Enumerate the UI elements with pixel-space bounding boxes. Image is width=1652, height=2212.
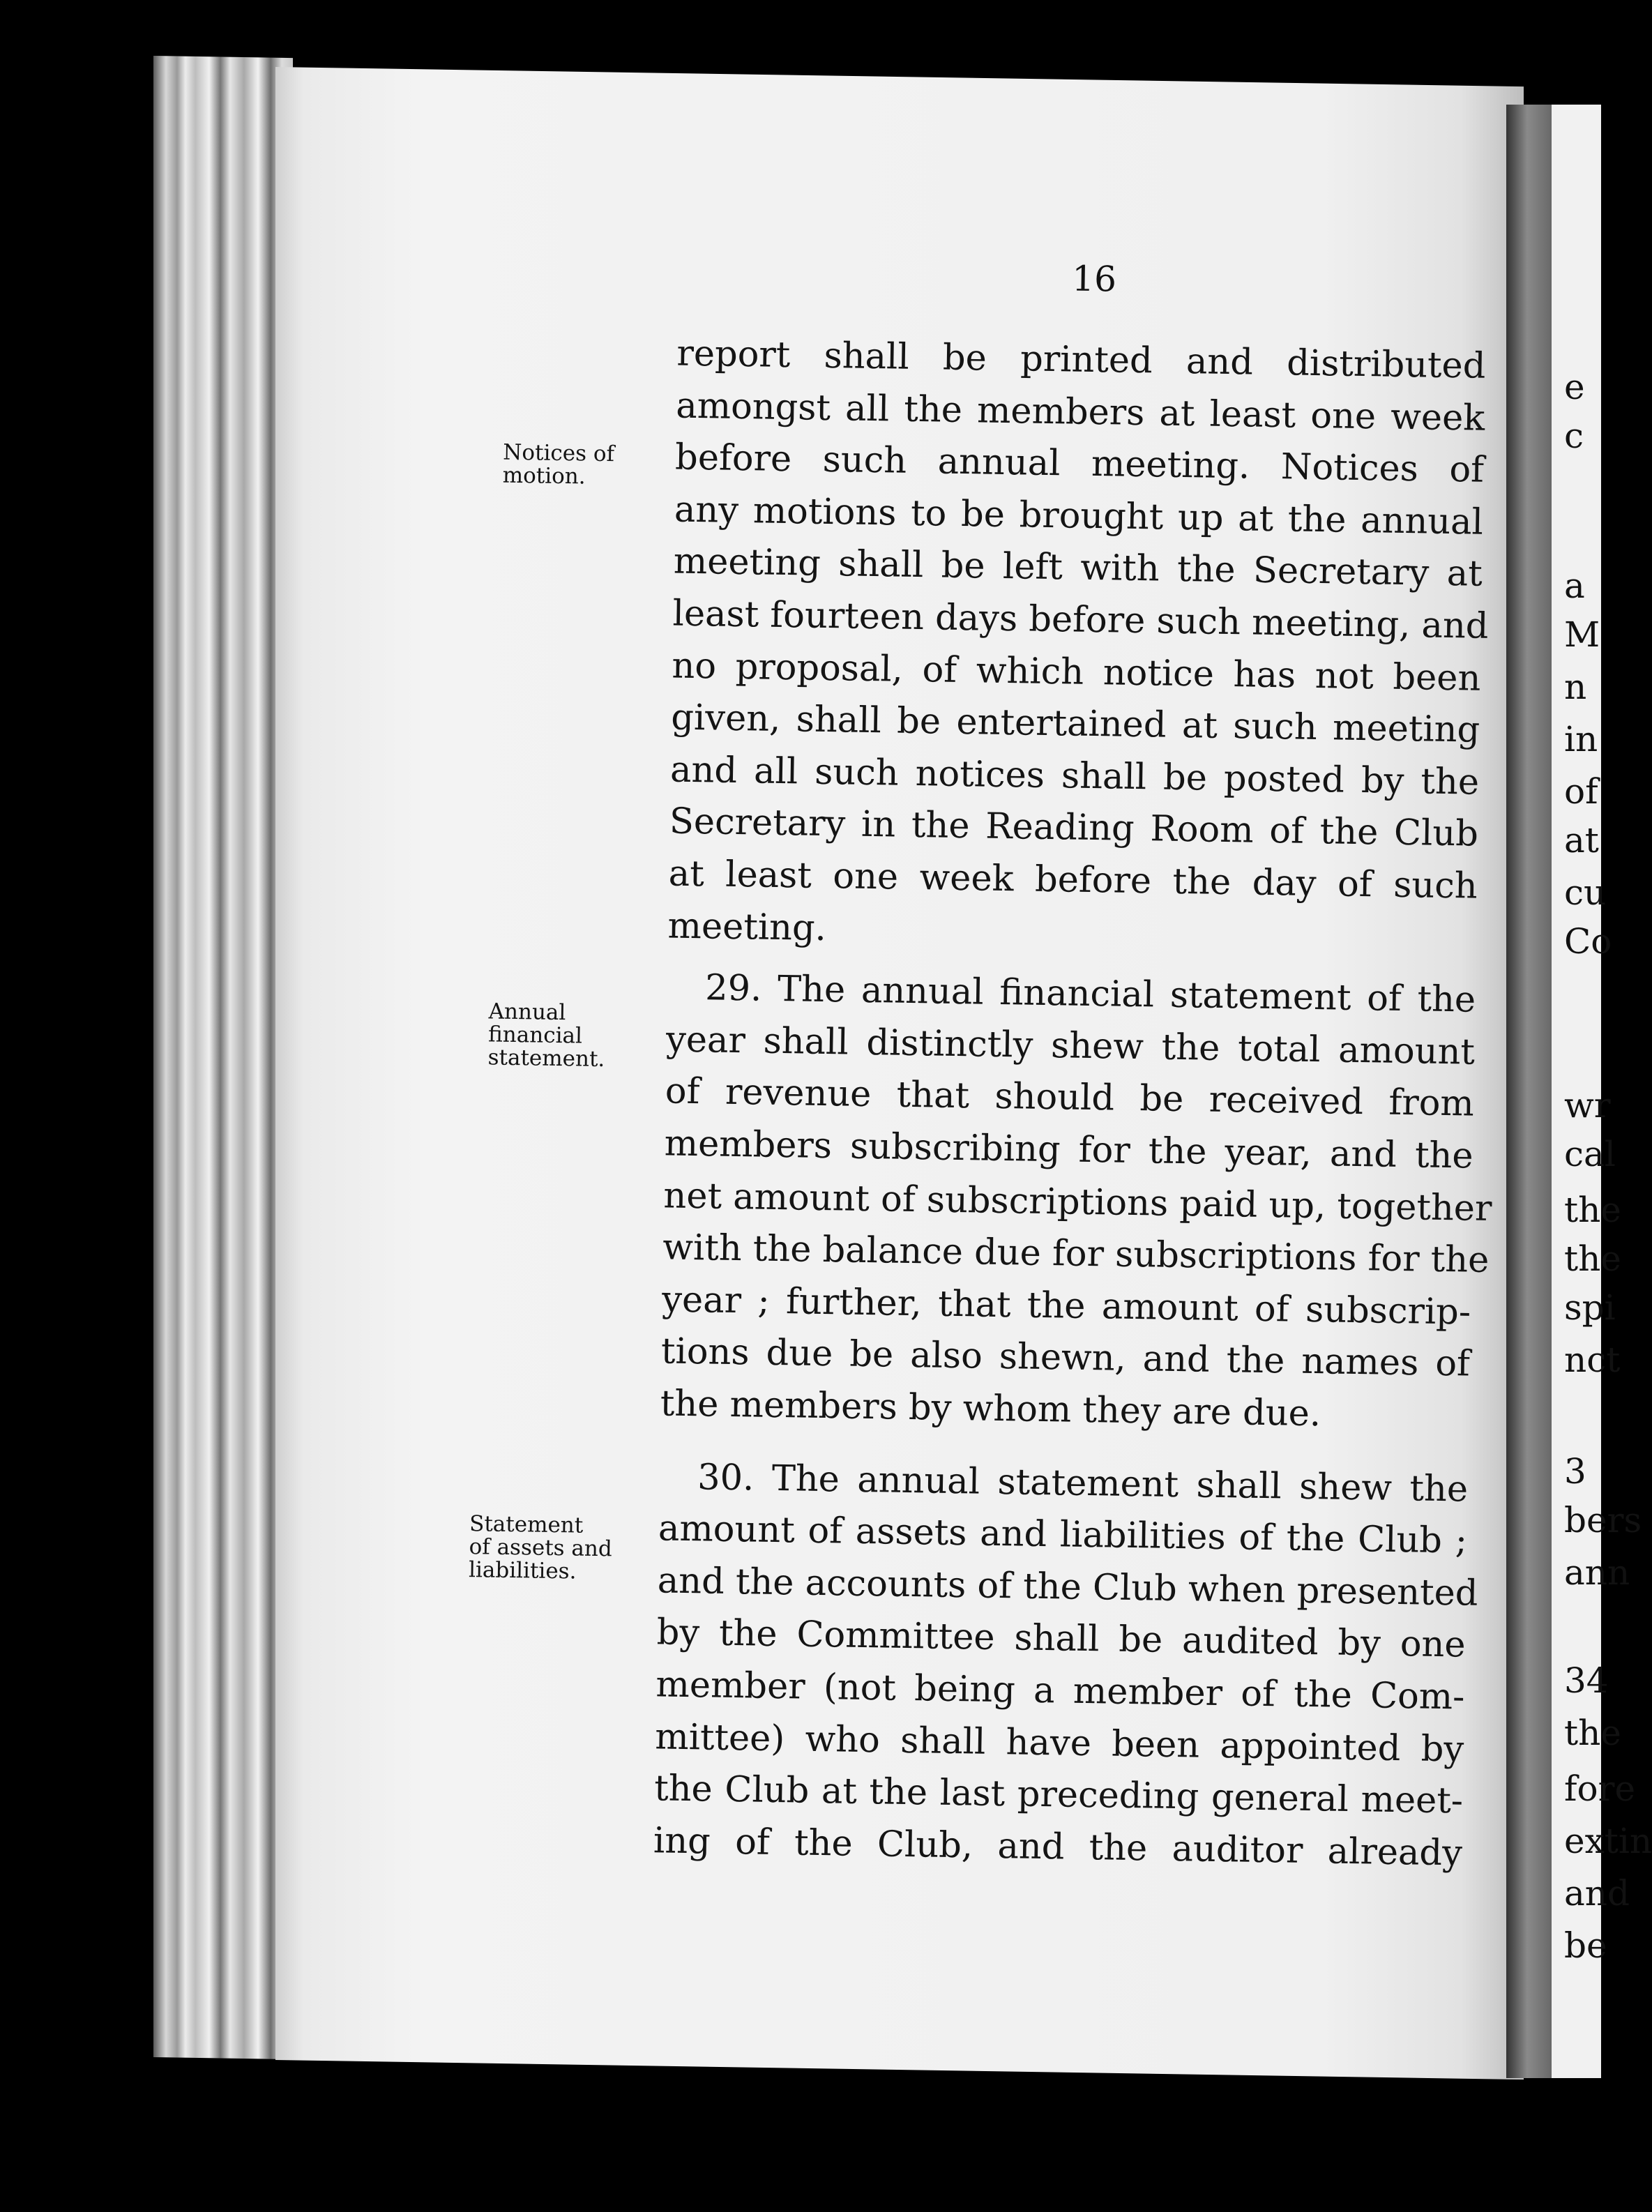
margin-note-line: liabilities.	[468, 1557, 577, 1584]
body-line: report shall be printed and distributed	[676, 333, 1486, 387]
body-line: member (not being a member of the Com-	[656, 1664, 1465, 1718]
facing-page-fragment: the	[1564, 1238, 1621, 1279]
facing-page-fragment: extin	[1564, 1821, 1652, 1861]
body-line: ing of the Club, and the auditor already	[653, 1820, 1463, 1874]
facing-page-fragment: the	[1564, 1713, 1621, 1753]
facing-page-fragment: cal	[1564, 1134, 1616, 1174]
facing-page-fragment: of	[1564, 771, 1598, 812]
margin-note-line: financial	[487, 1022, 583, 1049]
body-line: any motions to be brought up at the annual	[674, 489, 1484, 543]
margin-note-line: Statement	[469, 1511, 584, 1538]
body-line: of revenue that should be received from	[665, 1070, 1475, 1126]
margin-note-line: motion.	[502, 462, 586, 490]
body-line: the members by whom they are due.	[660, 1383, 1321, 1435]
body-line: with the balance due for subscriptions for the	[662, 1227, 1490, 1282]
body-line: the Club at the last preceding general meet-	[653, 1768, 1464, 1822]
body-line: meeting shall be left with the Secretary at	[673, 540, 1483, 596]
body-line: year shall distinctly shew the total amount	[665, 1019, 1476, 1073]
body-line: 29. The annual financial statement of the	[704, 967, 1476, 1021]
margin-note-line: Annual	[488, 999, 566, 1026]
body-line: and all such notices shall be posted by the	[669, 749, 1480, 803]
facing-page-fragment: and	[1564, 1873, 1630, 1914]
body-line: meeting.	[667, 905, 827, 949]
facing-page-fragment: at	[1564, 820, 1599, 861]
body-line: net amount of subscriptions paid up, together	[663, 1175, 1492, 1229]
facing-page-fragment: nct	[1564, 1340, 1621, 1380]
body-line: 30. The annual statement shall shew the	[697, 1456, 1469, 1510]
facing-page-fragment: n	[1564, 667, 1587, 707]
body-line: amount of assets and liabilities of the Club ;	[658, 1508, 1468, 1562]
facing-page-fragment: ann	[1564, 1552, 1630, 1593]
body-line: and the accounts of the Club when presented	[657, 1560, 1478, 1614]
body-line: members subscribing for the year, and the	[664, 1123, 1474, 1177]
body-line: Secretary in the Reading Room of the Club	[669, 801, 1479, 856]
facing-page-fragment: c	[1564, 416, 1584, 456]
facing-page-fragment: cu	[1564, 872, 1607, 913]
facing-page-fragment: bers	[1564, 1500, 1642, 1540]
facing-page-fragment: a	[1564, 566, 1585, 606]
margin-note-financial	[487, 1000, 605, 1071]
body-line: before such annual meeting. Notices of	[674, 437, 1485, 491]
body-line: at least one week before the day of such	[668, 853, 1478, 907]
body-line: no proposal, of which notice has not been	[672, 645, 1481, 699]
facing-page-fragment: M	[1564, 614, 1600, 655]
body-line: mittee) who shall have been appointed by	[654, 1715, 1464, 1771]
facing-page-fragment: 3	[1564, 1451, 1586, 1492]
body-line: by the Committee shall be audited by one	[656, 1612, 1467, 1666]
body-line: least fourteen days before such meeting, and	[672, 593, 1489, 647]
margin-note-line: statement.	[487, 1045, 605, 1073]
body-line: year ; further, that the amount of subscrip-	[661, 1279, 1471, 1333]
margin-note-notices	[502, 441, 614, 490]
facing-page-fragment: in	[1564, 719, 1598, 759]
body-line: tions due be also shewn, and the names of	[660, 1331, 1471, 1385]
facing-page-fragment: spi	[1564, 1287, 1616, 1328]
facing-page-fragment: the	[1564, 1190, 1621, 1230]
facing-page-fragment: Co	[1564, 921, 1612, 962]
facing-page-fragment: wr	[1564, 1085, 1611, 1126]
facing-page-fragment: e	[1564, 367, 1585, 407]
margin-note-line: of assets and	[469, 1534, 613, 1562]
margin-note-assets	[469, 1513, 613, 1584]
margin-note-line: Notices of	[502, 439, 615, 467]
body-line: amongst all the members at least one week	[675, 385, 1485, 439]
facing-page-fragment: 34	[1564, 1660, 1609, 1701]
facing-page-fragment: fore	[1564, 1768, 1636, 1809]
facing-page-fragment: be	[1564, 1925, 1607, 1966]
page-number: 16	[1071, 258, 1117, 300]
body-line: given, shall be entertained at such meeting	[670, 697, 1480, 751]
